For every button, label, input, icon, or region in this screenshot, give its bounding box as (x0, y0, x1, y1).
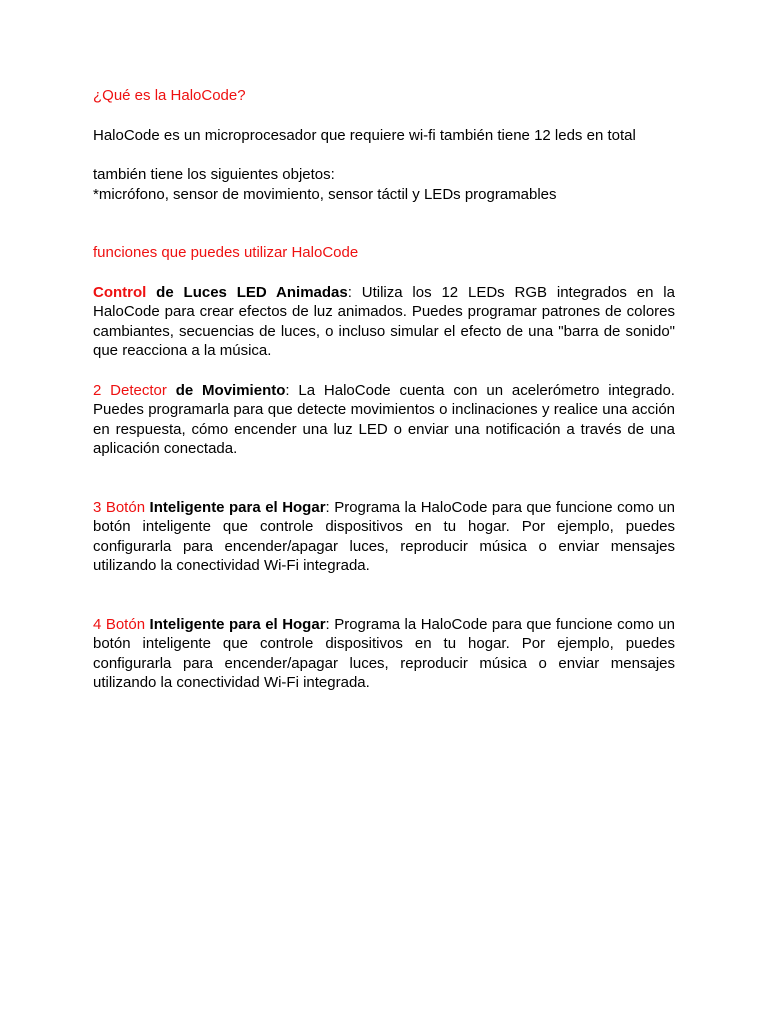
objects-line-1: también tiene los siguientes objetos: (93, 166, 335, 183)
section-label: 4 Botón (93, 615, 146, 633)
heading-what-is-halocode: ¿Qué es la HaloCode? (93, 87, 246, 104)
intro-paragraph: HaloCode es un microprocesador que requiere wi-fi también tiene 12 leds en total (93, 126, 636, 144)
objects-paragraph (93, 165, 675, 204)
section-title: de Luces LED Animadas (146, 283, 348, 301)
section-title: de Movimiento (166, 381, 286, 399)
section-motion-detector (93, 381, 675, 459)
heading-functions: funciones que puedes utilizar HaloCode (93, 244, 359, 261)
document-page (93, 86, 675, 693)
section-led-lights (93, 283, 675, 361)
section-body: : Programa la HaloCode para que funcione como un botón inteligente que controle dispositivos en tu hogar. Por ejemplo, puedes configurarla para encender/apagar luces, reproducir música o enviar mensajes utilizando la conectividad Wi-Fi integrada. (93, 498, 675, 574)
section-body: : Programa la HaloCode para que funcione como un botón inteligente que controle dispositivos en tu hogar. Por ejemplo, puedes configurarla para encender/apagar luces, reproducir música o enviar mensajes utilizando la conectividad Wi-Fi integrada. (93, 615, 675, 691)
section-body: : Utiliza los 12 LEDs RGB integrados en la HaloCode para crear efectos de luz animados. Puedes programar patrones de colores cambiantes, secuencias de luces, o incluso simular el efecto de una "barra de sonido" que reacciona a la música. (93, 283, 675, 359)
section-label: 3 Botón (93, 498, 146, 516)
objects-line-2: *micrófono, sensor de movimiento, sensor táctil y LEDs programables (93, 185, 557, 203)
section-title: Inteligente para el Hogar (145, 498, 326, 516)
section-label: Control (93, 283, 147, 301)
section-smart-button-3 (93, 498, 675, 576)
section-smart-button-4 (93, 615, 675, 693)
section-title: Inteligente para el Hogar (145, 615, 326, 633)
section-label: 2 Detector (93, 381, 167, 399)
section-body: : La HaloCode cuenta con un acelerómetro integrado. Puedes programarla para que detecte movimientos o inclinaciones y realice una acción en respuesta, cómo encender una luz LED o enviar una notificación a través de una aplicación conectada. (93, 381, 675, 457)
